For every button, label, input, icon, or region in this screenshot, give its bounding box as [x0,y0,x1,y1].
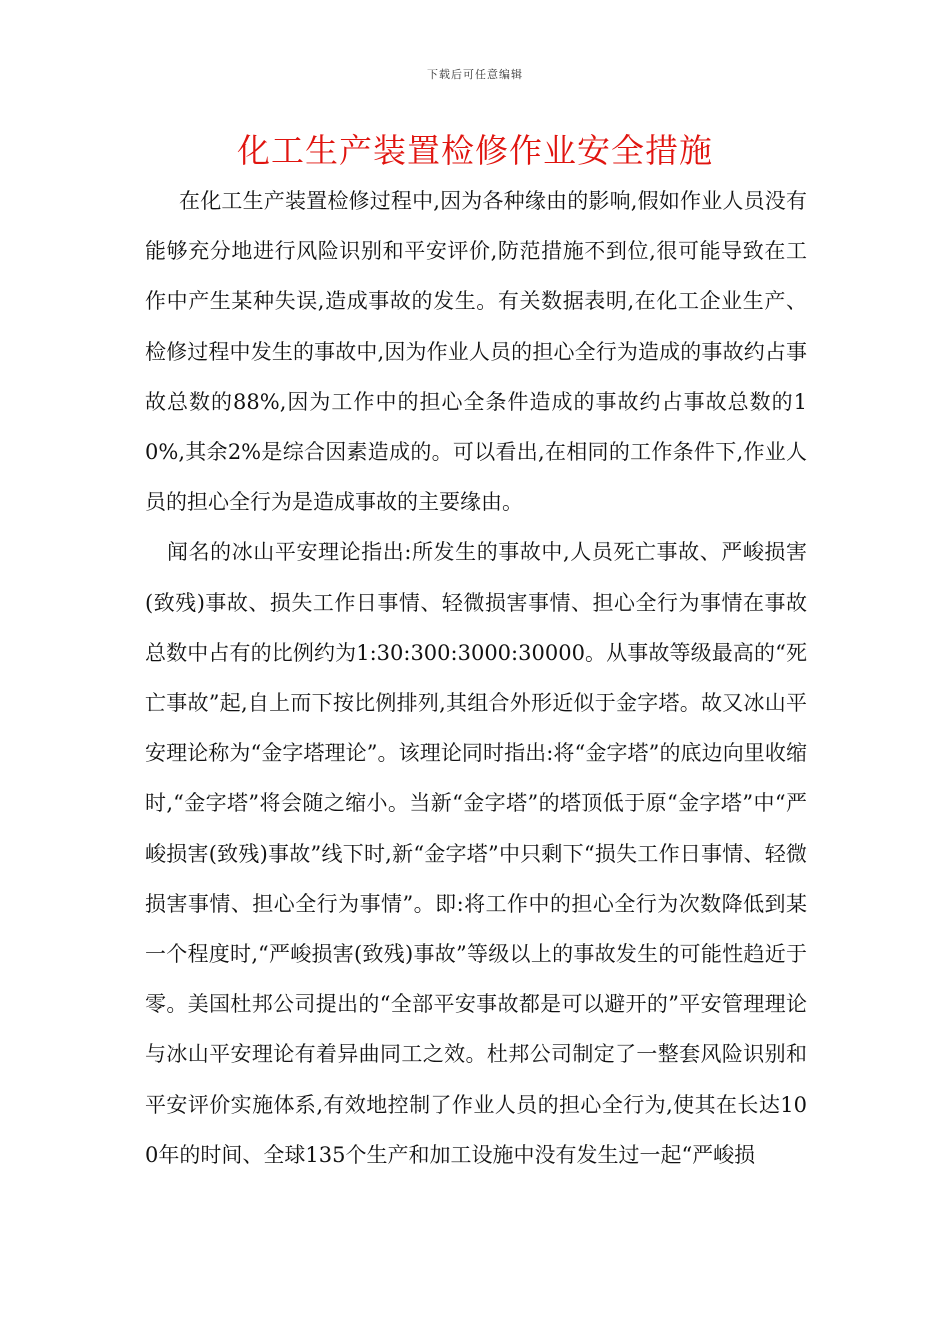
paragraph-iceberg-theory: 闻名的冰山平安理论指出:所发生的事故中,人员死亡事故、严峻损害(致残)事故、损失工作日事情、轻微损害事情、担心全行为事情在事故总数中占有的比例约为1:30:300:3000:30000。从事故等级最高的“死亡事故”起,自上而下按比例排列,其组合外形近似于金字塔。故又冰山平安理论称为“金字塔理论”。该理论同时指出:将“金字塔”的底边向里收缩时,“金字塔”将会随之缩小。当新“金字塔”的塔顶低于原“金字塔”中“严峻损害(致残)事故”线下时,新“金字塔”中只剩下“损失工作日事情、轻微损害事情、担心全行为事情”。即:将工作中的担心全行为次数降低到某一个程度时,“严峻损害(致残)事故”等级以上的事故发生的可能性趋近于零。美国杜邦公司提出的“全部平安事故都是可以避开的”平安管理理论与冰山平安理论有着异曲同工之效。杜邦公司制定了一整套风险识别和平安评价实施体系,有效地控制了作业人员的担心全行为,使其在长达100年的时间、全球135个生产和加工设施中没有发生过一起“严峻损 [145,540,807,1167]
document-title: 化工生产装置检修作业安全措施 [237,131,713,170]
document-body [145,176,807,1180]
header-note: 下载后可任意编辑 [427,68,523,81]
paragraph-intro: 在化工生产装置检修过程中,因为各种缘由的影响,假如作业人员没有能够充分地进行风险识别和平安评价,防范措施不到位,很可能导致在工作中产生某种失误,造成事故的发生。有关数据表明,在化工企业生产、检修过程中发生的事故中,因为作业人员的担心全行为造成的事故约占事故总数的88%,因为工作中的担心全条件造成的事故约占事故总数的10%,其余2%是综合因素造成的。可以看出,在相同的工作条件下,作业人员的担心全行为是造成事故的主要缘由。 [145,189,807,515]
